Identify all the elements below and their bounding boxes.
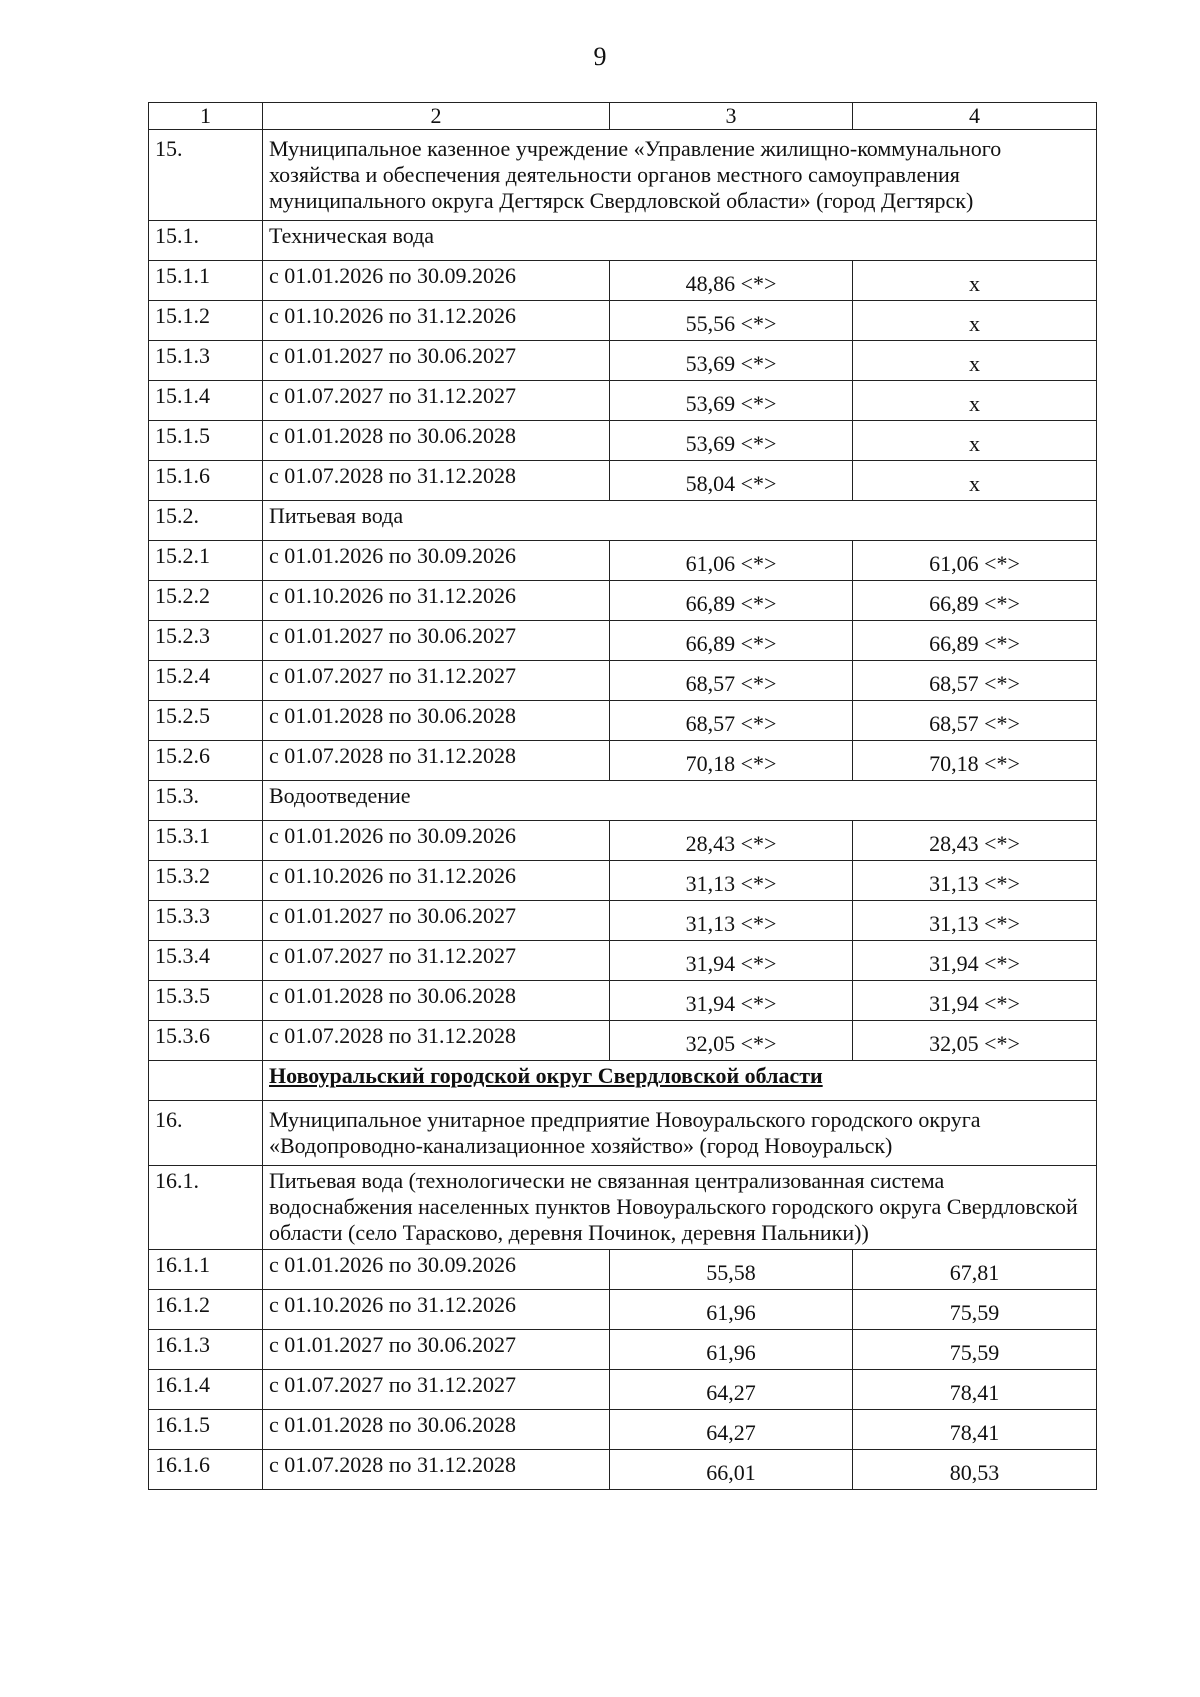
period: с 01.07.2028 по 31.12.2028 [263,1021,610,1061]
tariff-row [149,861,1097,901]
period: с 01.07.2028 по 31.12.2028 [263,1450,610,1490]
row-number: 15.3.4 [149,941,263,981]
row-number: 15.1.3 [149,341,263,381]
tariff-table-body [149,103,1097,1490]
row-number: 15.3.6 [149,1021,263,1061]
tariff-row [149,1250,1097,1290]
tariff-row [149,421,1097,461]
row-number: 15.1.1 [149,261,263,301]
tariff-row [149,741,1097,781]
service-section-row [149,221,1097,261]
tariff-value-col-3: 61,96 [610,1290,853,1330]
row-number: 15.1.2 [149,301,263,341]
organization-row [149,130,1097,221]
tariff-value-col-3: 53,69 <*> [610,381,853,421]
row-number: 15.1. [149,221,263,261]
tariff-row [149,341,1097,381]
period: с 01.01.2028 по 30.06.2028 [263,701,610,741]
tariff-value-col-4: 66,89 <*> [853,581,1097,621]
tariff-value-col-3: 31,13 <*> [610,861,853,901]
tariff-value-col-4: х [853,341,1097,381]
period: с 01.07.2028 по 31.12.2028 [263,741,610,781]
tariff-row [149,461,1097,501]
service-section-row [149,501,1097,541]
header-col-4: 4 [853,103,1097,130]
tariff-value-col-4: х [853,381,1097,421]
row-number: 16.1.4 [149,1370,263,1410]
tariff-value-col-3: 68,57 <*> [610,701,853,741]
row-number: 15.2.1 [149,541,263,581]
tariff-value-col-4: 32,05 <*> [853,1021,1097,1061]
tariff-row [149,1290,1097,1330]
tariff-value-col-3: 58,04 <*> [610,461,853,501]
period: с 01.10.2026 по 31.12.2026 [263,861,610,901]
period: с 01.10.2026 по 31.12.2026 [263,1290,610,1330]
table-header-row [149,103,1097,130]
tariff-value-col-3: 70,18 <*> [610,741,853,781]
tariff-value-col-3: 53,69 <*> [610,421,853,461]
tariff-row [149,1450,1097,1490]
tariff-value-col-4: х [853,461,1097,501]
row-number: 16.1.1 [149,1250,263,1290]
tariff-value-col-3: 61,96 [610,1330,853,1370]
organization-row [149,1101,1097,1166]
row-number: 16.1.3 [149,1330,263,1370]
period: с 01.01.2028 по 30.06.2028 [263,421,610,461]
service-name: Водоотведение [263,781,1097,821]
row-number: 15.2.6 [149,741,263,781]
row-number: 16.1. [149,1166,263,1250]
tariff-value-col-3: 55,56 <*> [610,301,853,341]
row-number: 15.2.2 [149,581,263,621]
row-number: 16.1.2 [149,1290,263,1330]
period: с 01.07.2027 по 31.12.2027 [263,661,610,701]
row-number: 15.1.4 [149,381,263,421]
header-col-3: 3 [610,103,853,130]
tariff-row [149,581,1097,621]
region-row [149,1061,1097,1101]
tariff-value-col-4: 61,06 <*> [853,541,1097,581]
tariff-row [149,1330,1097,1370]
period: с 01.01.2027 по 30.06.2027 [263,621,610,661]
row-number: 15.1.6 [149,461,263,501]
row-number: 15.1.5 [149,421,263,461]
period: с 01.01.2028 по 30.06.2028 [263,1410,610,1450]
row-number: 15.3.3 [149,901,263,941]
tariff-value-col-4: 66,89 <*> [853,621,1097,661]
row-number: 15.3. [149,781,263,821]
service-section-row [149,1166,1097,1250]
page-number: 9 [593,42,607,71]
period: с 01.07.2027 по 31.12.2027 [263,941,610,981]
tariff-table [148,102,1097,1490]
tariff-value-col-4: 67,81 [853,1250,1097,1290]
tariff-value-col-3: 55,58 [610,1250,853,1290]
service-name: Питьевая вода (технологически не связанная централизованная система водоснабжения населенных пунктов Новоуральского городского округа Свердловской области (село Тарасково, деревня Починок, деревня Пальники)) [263,1166,1097,1250]
tariff-row [149,541,1097,581]
period: с 01.01.2027 по 30.06.2027 [263,341,610,381]
row-number: 16. [149,1101,263,1166]
tariff-value-col-4: 31,94 <*> [853,981,1097,1021]
tariff-row [149,261,1097,301]
tariff-value-col-3: 64,27 [610,1410,853,1450]
tariff-row [149,1021,1097,1061]
tariff-value-col-4: 68,57 <*> [853,701,1097,741]
tariff-row [149,941,1097,981]
region-title: Новоуральский городской округ Свердловской области [263,1061,1097,1101]
period: с 01.10.2026 по 31.12.2026 [263,581,610,621]
tariff-value-col-3: 31,94 <*> [610,981,853,1021]
row-number: 15.2. [149,501,263,541]
tariff-row [149,701,1097,741]
tariff-value-col-3: 53,69 <*> [610,341,853,381]
period: с 01.01.2027 по 30.06.2027 [263,901,610,941]
row-number: 15.2.4 [149,661,263,701]
period: с 01.01.2026 по 30.09.2026 [263,261,610,301]
tariff-row [149,901,1097,941]
tariff-row [149,301,1097,341]
tariff-value-col-4: х [853,301,1097,341]
organization-name: Муниципальное унитарное предприятие Новоуральского городского округа «Водопроводно-канализационное хозяйство» (город Новоуральск) [263,1101,1097,1166]
tariff-value-col-3: 61,06 <*> [610,541,853,581]
tariff-value-col-3: 66,89 <*> [610,621,853,661]
tariff-value-col-4: х [853,421,1097,461]
header-col-2: 2 [263,103,610,130]
tariff-value-col-4: х [853,261,1097,301]
period: с 01.01.2026 по 30.09.2026 [263,1250,610,1290]
period: с 01.01.2027 по 30.06.2027 [263,1330,610,1370]
tariff-value-col-4: 75,59 [853,1330,1097,1370]
period: с 01.01.2026 по 30.09.2026 [263,821,610,861]
service-name: Питьевая вода [263,501,1097,541]
tariff-row [149,1370,1097,1410]
row-number: 15.3.2 [149,861,263,901]
tariff-value-col-3: 66,89 <*> [610,581,853,621]
tariff-row [149,661,1097,701]
tariff-row [149,381,1097,421]
row-number: 15.2.5 [149,701,263,741]
tariff-value-col-3: 31,13 <*> [610,901,853,941]
tariff-value-col-4: 80,53 [853,1450,1097,1490]
service-name: Техническая вода [263,221,1097,261]
row-number: 15.3.5 [149,981,263,1021]
tariff-value-col-4: 70,18 <*> [853,741,1097,781]
row-number: 15.3.1 [149,821,263,861]
row-number [149,1061,263,1101]
tariff-value-col-4: 78,41 [853,1410,1097,1450]
tariff-value-col-3: 64,27 [610,1370,853,1410]
row-number: 15. [149,130,263,221]
row-number: 15.2.3 [149,621,263,661]
row-number: 16.1.6 [149,1450,263,1490]
tariff-value-col-4: 31,13 <*> [853,861,1097,901]
tariff-value-col-3: 66,01 [610,1450,853,1490]
period: с 01.10.2026 по 31.12.2026 [263,301,610,341]
tariff-value-col-3: 28,43 <*> [610,821,853,861]
tariff-row [149,621,1097,661]
period: с 01.07.2027 по 31.12.2027 [263,381,610,421]
tariff-value-col-3: 68,57 <*> [610,661,853,701]
tariff-value-col-3: 48,86 <*> [610,261,853,301]
period: с 01.01.2028 по 30.06.2028 [263,981,610,1021]
period: с 01.01.2026 по 30.09.2026 [263,541,610,581]
tariff-row [149,821,1097,861]
tariff-row [149,981,1097,1021]
tariff-value-col-4: 78,41 [853,1370,1097,1410]
tariff-value-col-4: 31,94 <*> [853,941,1097,981]
period: с 01.07.2027 по 31.12.2027 [263,1370,610,1410]
tariff-value-col-4: 75,59 [853,1290,1097,1330]
tariff-row [149,1410,1097,1450]
tariff-value-col-3: 32,05 <*> [610,1021,853,1061]
service-section-row [149,781,1097,821]
row-number: 16.1.5 [149,1410,263,1450]
tariff-value-col-4: 28,43 <*> [853,821,1097,861]
tariff-value-col-3: 31,94 <*> [610,941,853,981]
header-col-1: 1 [149,103,263,130]
tariff-value-col-4: 68,57 <*> [853,661,1097,701]
tariff-value-col-4: 31,13 <*> [853,901,1097,941]
organization-name: Муниципальное казенное учреждение «Управление жилищно-коммунального хозяйства и обеспечения деятельности органов местного самоуправления муниципального округа Дегтярск Свердловской области» (город Дегтярск) [263,130,1097,221]
period: с 01.07.2028 по 31.12.2028 [263,461,610,501]
